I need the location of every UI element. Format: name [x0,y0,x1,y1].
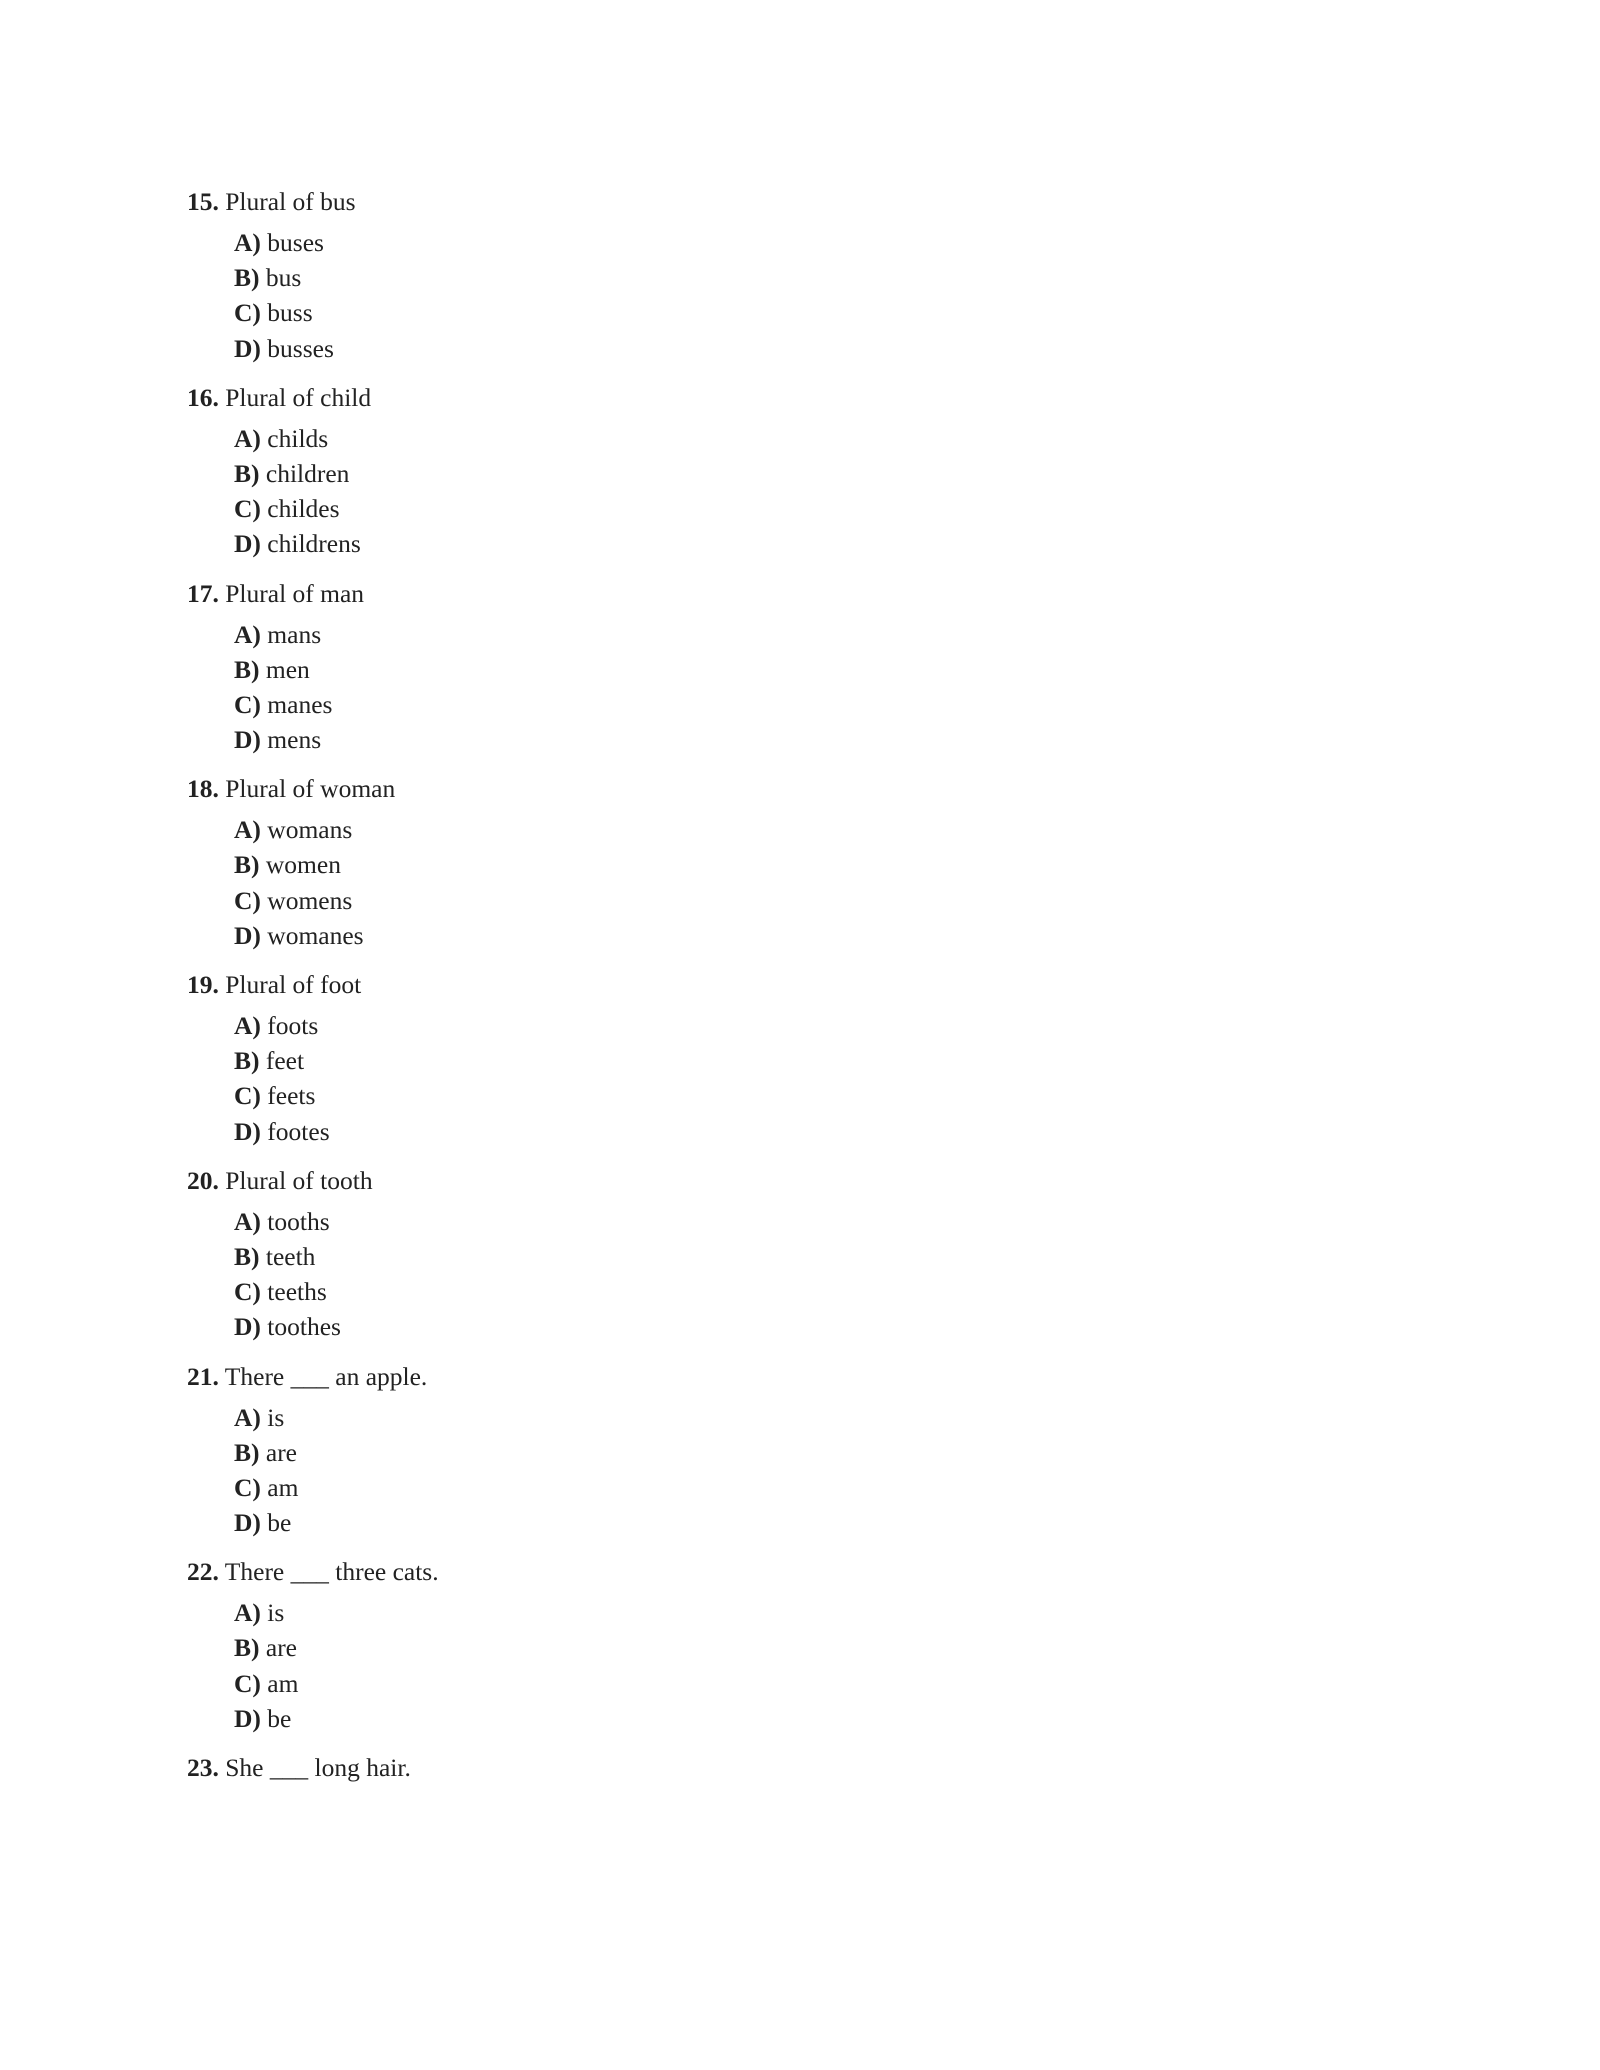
question-number: 21. [187,1361,219,1391]
question-item [187,381,1387,562]
answer-option [234,812,1387,847]
option-letter: A) [234,423,261,453]
option-letter: C) [234,689,261,719]
question-text: There ___ an apple. [224,1361,428,1391]
question-prompt [187,577,1387,611]
question-prompt [187,185,1387,219]
option-letter: C) [234,885,261,915]
option-text: buses [267,228,324,257]
option-letter: B) [234,654,260,684]
option-letter: C) [234,1668,261,1698]
question-item [187,1751,1387,1785]
answer-option [234,617,1387,652]
option-text: bus [265,263,302,293]
option-text: am [267,1668,299,1698]
answer-option [234,1114,1387,1149]
option-text: childes [267,494,340,524]
question-number: 22. [187,1557,219,1587]
option-letter: A) [234,1206,261,1236]
question-item [187,968,1387,1149]
answer-option [234,1630,1387,1665]
option-letter: B) [234,1046,260,1076]
option-letter: A) [234,1598,261,1628]
option-letter: A) [234,1402,261,1432]
question-text: Plural of foot [225,970,362,999]
question-item [187,772,1387,953]
option-text: be [267,1703,292,1733]
answer-option [234,1701,1387,1736]
answer-options [187,1008,1387,1149]
answer-options [187,1204,1387,1345]
answer-option [234,687,1387,722]
option-letter: B) [234,1241,260,1271]
question-text: Plural of man [225,578,365,608]
question-text: Plural of child [225,382,372,412]
question-item [187,1360,1387,1541]
option-letter: D) [234,1312,261,1342]
answer-option [234,1008,1387,1043]
question-prompt [187,1751,1387,1785]
option-letter: C) [234,494,261,524]
answer-options [187,225,1387,366]
answer-options [187,1595,1387,1736]
question-number: 20. [187,1165,219,1195]
answer-option [234,456,1387,491]
option-text: feets [267,1081,316,1111]
answer-option [234,491,1387,526]
option-text: teeth [265,1241,316,1271]
option-letter: D) [234,920,261,950]
option-text: foots [267,1011,319,1040]
option-text: teeths [267,1277,327,1307]
answer-option [234,1309,1387,1344]
answer-option [234,225,1387,260]
option-text: womanes [267,920,364,950]
question-text: Plural of tooth [225,1165,373,1195]
option-text: are [265,1437,298,1467]
option-text: toothes [267,1312,341,1342]
question-prompt [187,772,1387,806]
answer-options [187,617,1387,758]
answer-options [187,1400,1387,1541]
answer-option [234,1239,1387,1274]
answer-option [234,1666,1387,1701]
option-text: feet [265,1046,305,1076]
answer-option [234,331,1387,366]
option-text: children [265,458,350,488]
answer-option [234,295,1387,330]
question-number: 23. [187,1753,219,1782]
question-prompt [187,1164,1387,1198]
option-text: manes [267,689,333,719]
option-text: is [267,1402,285,1432]
option-text: men [265,654,310,684]
option-letter: A) [234,228,261,257]
option-text: tooths [267,1206,330,1236]
question-prompt [187,1360,1387,1394]
option-text: mens [267,725,322,755]
answer-option [234,1470,1387,1505]
option-letter: D) [234,333,261,363]
answer-option [234,918,1387,953]
answer-option [234,883,1387,918]
option-text: are [265,1633,298,1663]
option-letter: D) [234,1116,261,1146]
question-list [187,185,1387,1800]
answer-option [234,847,1387,882]
answer-option [234,260,1387,295]
answer-option [234,1078,1387,1113]
option-text: is [267,1598,285,1628]
question-text: There ___ three cats. [224,1557,439,1587]
question-item [187,1555,1387,1736]
option-text: women [265,850,341,880]
question-prompt [187,1555,1387,1589]
option-letter: B) [234,1633,260,1663]
answer-option [234,1595,1387,1630]
answer-option [234,1043,1387,1078]
option-letter: D) [234,529,261,559]
option-text: childrens [267,529,361,559]
answer-option [234,722,1387,757]
option-letter: A) [234,1011,261,1040]
option-letter: A) [234,619,261,649]
answer-option [234,421,1387,456]
question-number: 19. [187,970,219,999]
option-letter: C) [234,298,261,328]
option-letter: B) [234,263,260,293]
answer-option [234,652,1387,687]
question-item [187,185,1387,366]
question-number: 18. [187,774,219,804]
question-item [187,577,1387,758]
answer-option [234,1505,1387,1540]
answer-options [187,812,1387,953]
option-letter: B) [234,458,260,488]
option-text: busses [267,333,334,363]
option-text: footes [267,1116,330,1146]
answer-option [234,1400,1387,1435]
option-letter: A) [234,815,261,845]
option-letter: C) [234,1472,261,1502]
question-item [187,1164,1387,1345]
question-text: Plural of bus [225,187,356,216]
option-letter: D) [234,1508,261,1538]
option-letter: D) [234,1703,261,1733]
question-number: 16. [187,382,219,412]
option-text: buss [267,298,313,328]
option-letter: B) [234,850,260,880]
answer-option [234,1274,1387,1309]
option-text: mans [267,619,322,649]
option-text: womans [267,815,353,845]
option-letter: C) [234,1277,261,1307]
option-letter: B) [234,1437,260,1467]
option-letter: C) [234,1081,261,1111]
question-number: 17. [187,578,219,608]
question-prompt [187,381,1387,415]
answer-options [187,421,1387,562]
question-prompt [187,968,1387,1002]
question-number: 15. [187,187,219,216]
answer-option [234,526,1387,561]
option-text: womens [267,885,353,915]
option-letter: D) [234,725,261,755]
question-text: Plural of woman [225,774,396,804]
answer-option [234,1435,1387,1470]
option-text: childs [267,423,329,453]
answer-option [234,1204,1387,1239]
question-text: She ___ long hair. [225,1753,411,1782]
option-text: am [267,1472,299,1502]
option-text: be [267,1508,292,1538]
